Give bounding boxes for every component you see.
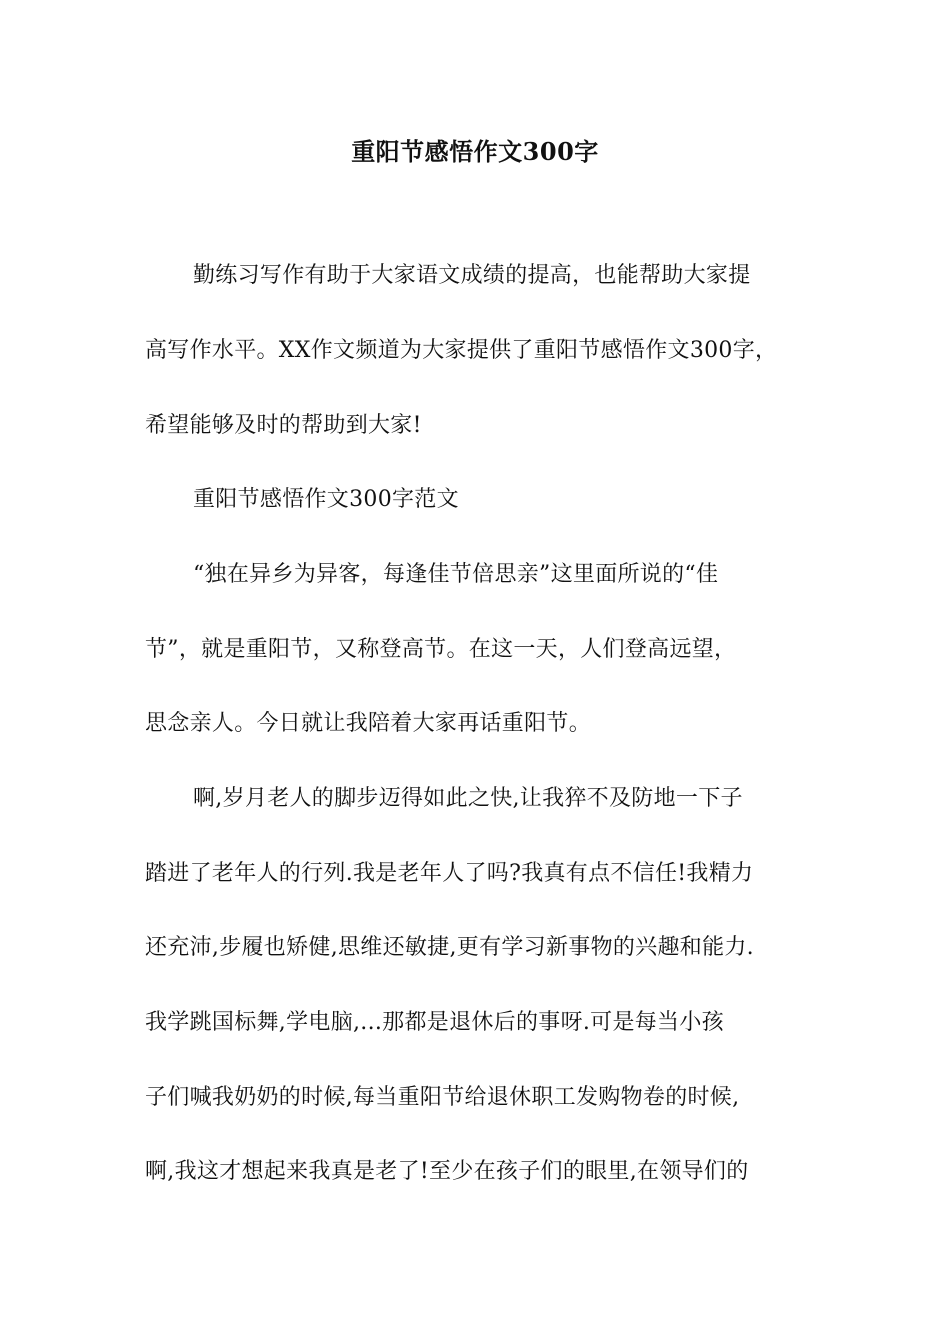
paragraph-line: 思念亲人。今日就让我陪着大家再话重阳节。: [145, 711, 592, 736]
paragraph-line: 我学跳国标舞,学电脑,...那都是退休后的事呀.可是每当小孩: [145, 1010, 724, 1035]
paragraph-line: 啊,我这才想起来我真是老了!至少在孩子们的眼里,在领导们的: [145, 1159, 749, 1184]
paragraph-line: “独在异乡为异客，每逢佳节倍思亲”这里面所说的“佳: [193, 562, 719, 587]
paragraph-line: 踏进了老年人的行列.我是老年人了吗?我真有点不信任!我精力: [145, 861, 754, 886]
document-title: 重阳节感悟作文300字: [351, 137, 599, 166]
paragraph-line: 勤练习写作有助于大家语文成绩的提高，也能帮助大家提: [193, 263, 751, 288]
paragraph-line: 高写作水平。XX作文频道为大家提供了重阳节感悟作文300字，: [145, 338, 778, 363]
section-heading: 重阳节感悟作文300字范文: [193, 487, 459, 512]
paragraph-line: 还充沛,步履也矫健,思维还敏捷,更有学习新事物的兴趣和能力.: [145, 935, 754, 960]
paragraph-line: 子们喊我奶奶的时候,每当重阳节给退休职工发购物卷的时候,: [145, 1085, 740, 1110]
paragraph-line: 啊,岁月老人的脚步迈得如此之快,让我猝不及防地一下子: [193, 786, 743, 811]
paragraph-line: 希望能够及时的帮助到大家!: [145, 413, 422, 438]
paragraph-line: 节”，就是重阳节，又称登高节。在这一天，人们登高远望，: [145, 637, 737, 662]
